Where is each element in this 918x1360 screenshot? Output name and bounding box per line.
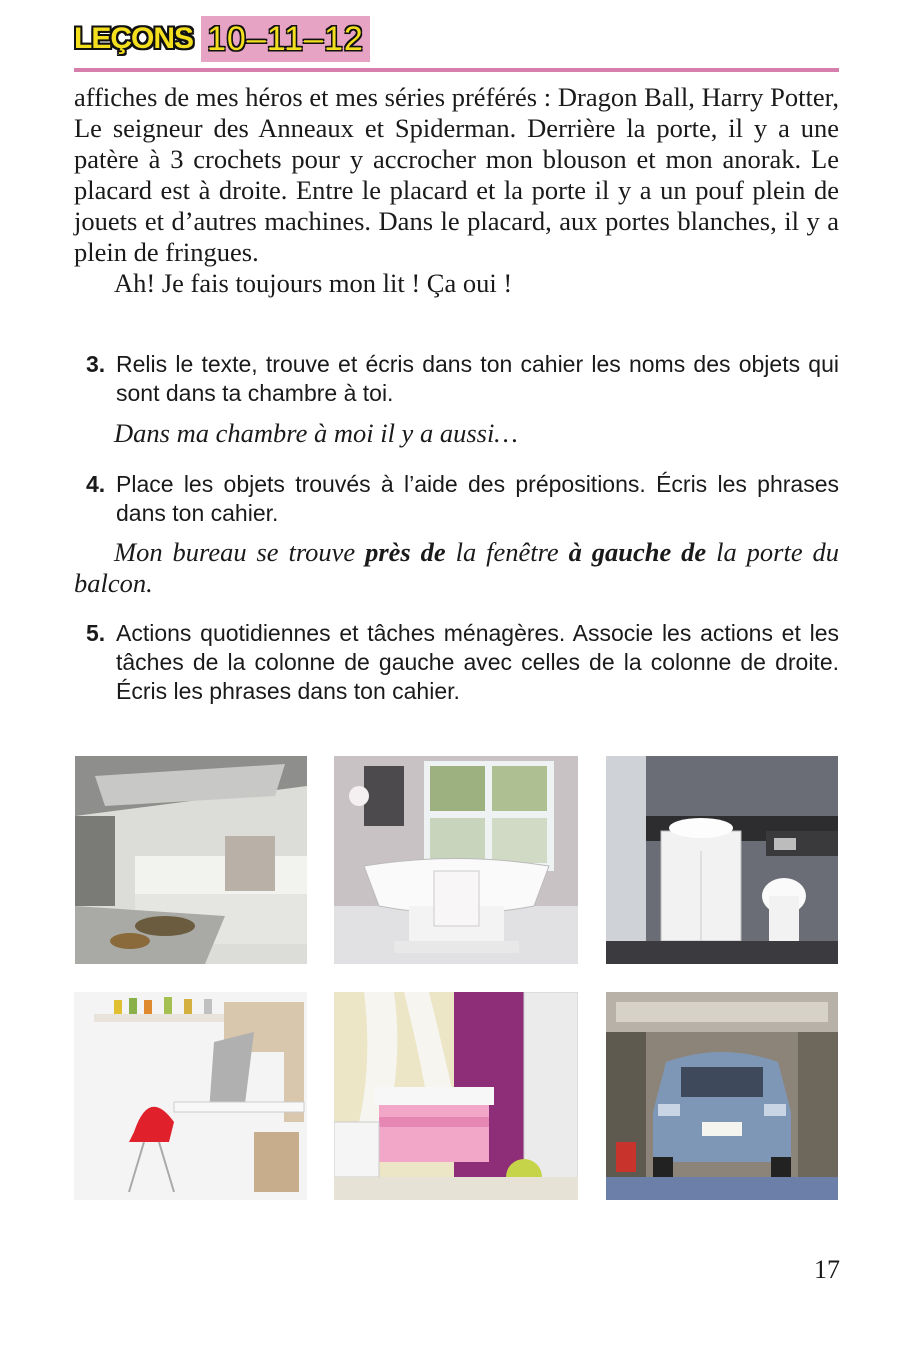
- preposition-highlight: près de: [365, 537, 446, 567]
- desk-photo: [74, 992, 307, 1200]
- garage-photo: [606, 992, 838, 1200]
- lesson-label: LEÇONS: [74, 22, 194, 55]
- exercise-number: 5.: [86, 620, 106, 646]
- washbasin-toilet-photo: [606, 756, 838, 964]
- exercise-number: 4.: [86, 471, 106, 497]
- example-text: Mon bureau se trouve: [114, 537, 366, 567]
- preposition-highlight: à gauche de: [568, 537, 707, 567]
- exercise-number: 3.: [86, 351, 106, 377]
- lesson-number-badge: 10–11–12: [201, 16, 370, 62]
- page-number: 17: [814, 1255, 840, 1284]
- exercise-4-example: [74, 537, 839, 599]
- reading-paragraph: affiches de mes héros et mes séries préférés : Dragon Ball, Harry Potter, Le seigneur des Anneaux et Spiderman. Derrière la porte, il y a une patère à 3 crochets pour y accrocher mon blouson et mon anorak. Le placard est à droite. Entre le placard et la porte il y a un pouf plein de jouets et d’autres machines. Dans le placard, aux portes blanches, il y a plein de fringues.: [74, 82, 839, 267]
- exercise-4: [74, 470, 839, 528]
- bedroom-photo: [334, 992, 578, 1200]
- reading-last-line: Ah! Je fais toujours mon lit ! Ça oui !: [114, 268, 513, 298]
- example-text: la fenêtre: [445, 537, 569, 567]
- header-rule: [74, 68, 839, 72]
- example-text: la porte du balcon.: [74, 537, 839, 598]
- exercise-3: [74, 350, 839, 408]
- lesson-header: [74, 16, 370, 62]
- kitchen-photo: [75, 756, 307, 964]
- reading-text: [74, 82, 839, 299]
- exercise-instruction: Place les objets trouvés à l’aide des prépositions. Écris les phrases dans ton cahier.: [116, 471, 839, 526]
- exercise-3-example: Dans ma chambre à moi il y a aussi…: [114, 418, 518, 448]
- bathtub-photo: [334, 756, 578, 964]
- exercise-5: [74, 619, 839, 706]
- exercise-instruction: Relis le texte, trouve et écris dans ton cahier les noms des objets qui sont dans ta chambre à toi.: [116, 351, 839, 406]
- exercise-instruction: Actions quotidiennes et tâches ménagères. Associe les actions et les tâches de la colonne de gauche avec celles de la colonne de droite. Écris les phrases dans ton cahier.: [116, 620, 839, 704]
